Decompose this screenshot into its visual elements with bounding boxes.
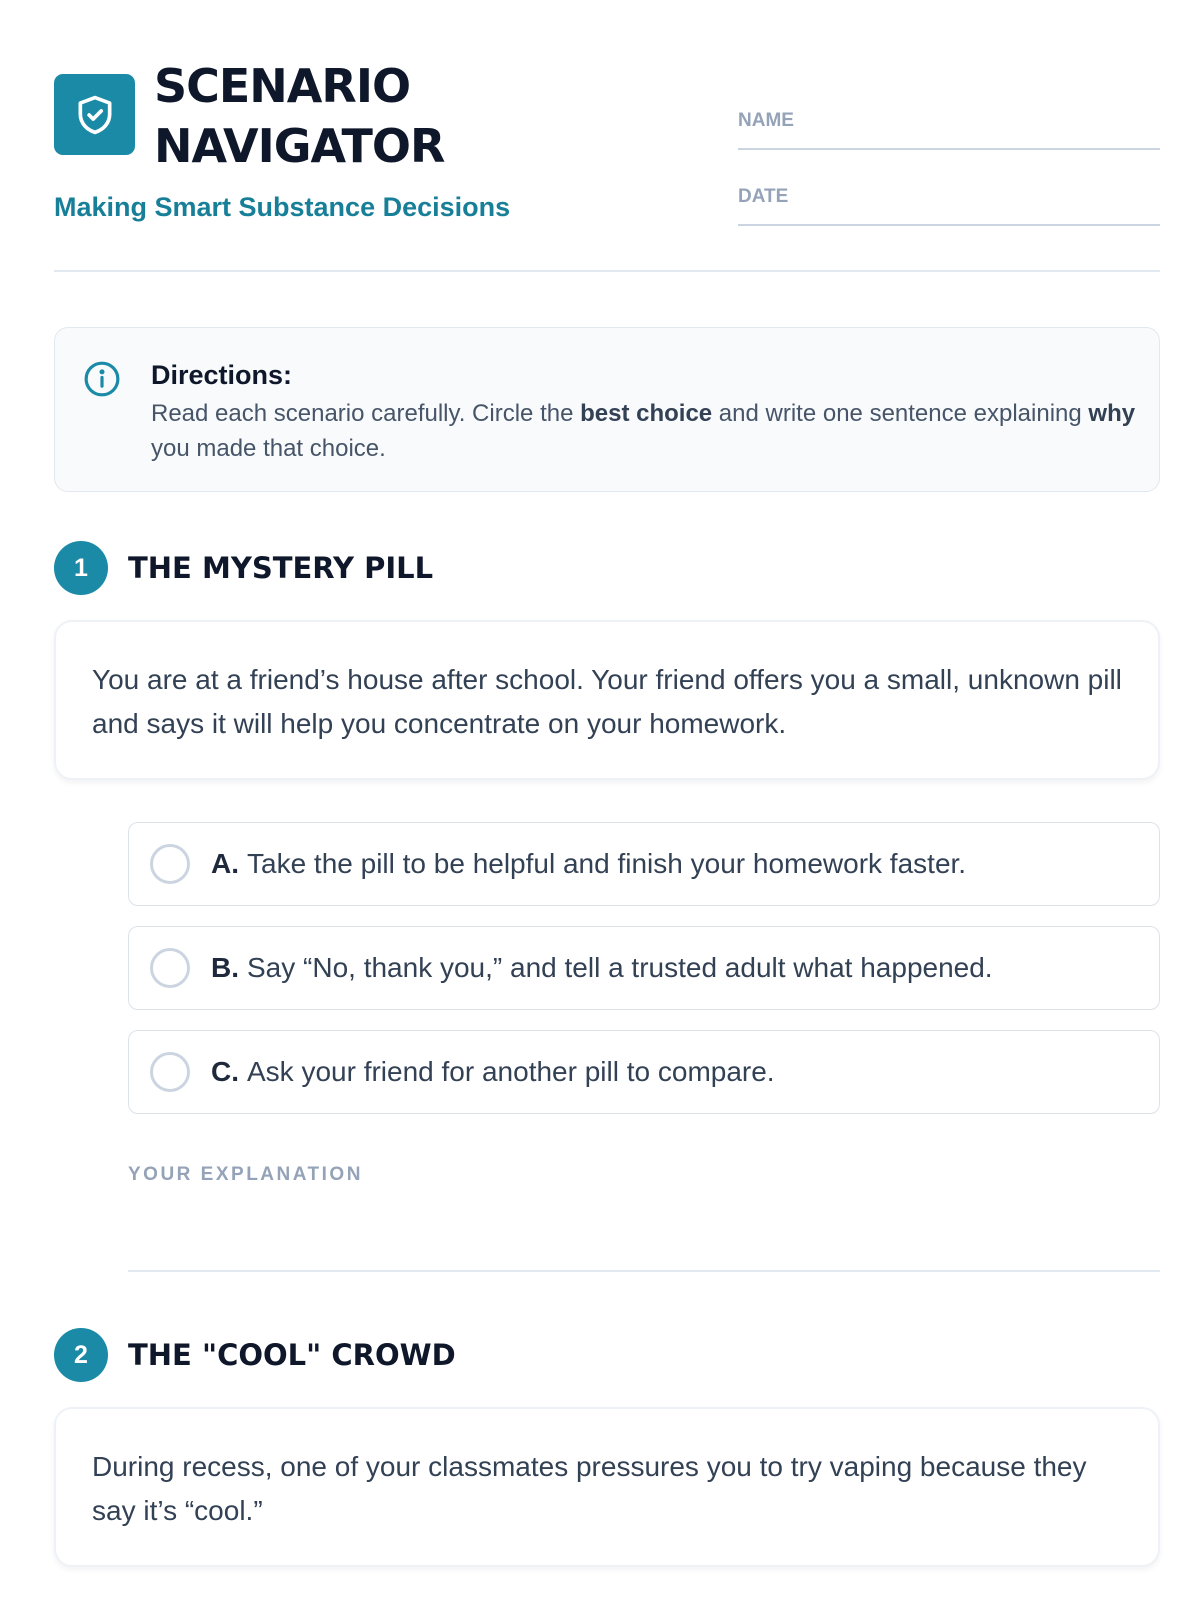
scenario-card: During recess, one of your classmates pressures you to try vaping because they say it’s “cool.” <box>54 1407 1160 1567</box>
option-letter: A. <box>211 848 239 879</box>
option-letter: C. <box>211 1056 239 1087</box>
question-title: THE "COOL" CROWD <box>128 1338 456 1372</box>
radio-button[interactable] <box>150 1052 190 1092</box>
shield-check-icon <box>73 93 117 137</box>
directions-box <box>54 327 1160 492</box>
question-number-badge: 1 <box>54 541 108 595</box>
directions-bold-why: why <box>1088 400 1136 427</box>
explanation-line[interactable] <box>128 1270 1160 1272</box>
option-c[interactable] <box>128 1030 1160 1114</box>
question-number-badge: 2 <box>54 1328 108 1382</box>
name-label: NAME <box>738 110 794 131</box>
directions-text-part: Read each scenario carefully. Circle the <box>151 400 581 427</box>
directions-text-part: and write one sentence explaining <box>712 400 1089 427</box>
question-2-header <box>54 1328 456 1382</box>
date-field[interactable] <box>738 186 1160 226</box>
name-field[interactable] <box>738 110 1160 150</box>
title-line-2: NAVIGATOR <box>154 119 445 173</box>
radio-button[interactable] <box>150 844 190 884</box>
directions-text <box>151 396 1141 466</box>
date-label: DATE <box>738 186 789 207</box>
info-icon <box>83 360 121 398</box>
subtitle: Making Smart Substance Decisions <box>54 192 511 222</box>
logo <box>54 74 135 155</box>
scenario-card: You are at a friend’s house after school. Your friend offers you a small, unknown pill and says it will help you concentrate on your homework. <box>54 620 1160 780</box>
explanation-label: YOUR EXPLANATION <box>128 1164 363 1185</box>
worksheet-header <box>54 56 1154 272</box>
header-divider <box>54 270 1160 272</box>
question-1-header <box>54 541 433 595</box>
directions-title: Directions: <box>151 360 293 390</box>
option-b[interactable] <box>128 926 1160 1010</box>
option-a[interactable] <box>128 822 1160 906</box>
directions-text-part: you made that choice. <box>151 435 386 462</box>
title-line-1: SCENARIO <box>154 59 411 113</box>
directions-bold-best-choice: best choice <box>580 400 713 427</box>
app-title <box>154 56 444 176</box>
question-title: THE MYSTERY PILL <box>128 551 434 585</box>
radio-button[interactable] <box>150 948 190 988</box>
option-text: Ask your friend for another pill to compare. <box>247 1056 775 1087</box>
option-text: Say “No, thank you,” and tell a trusted adult what happened. <box>247 952 993 983</box>
option-text: Take the pill to be helpful and finish your homework faster. <box>247 848 967 879</box>
option-letter: B. <box>211 952 239 983</box>
